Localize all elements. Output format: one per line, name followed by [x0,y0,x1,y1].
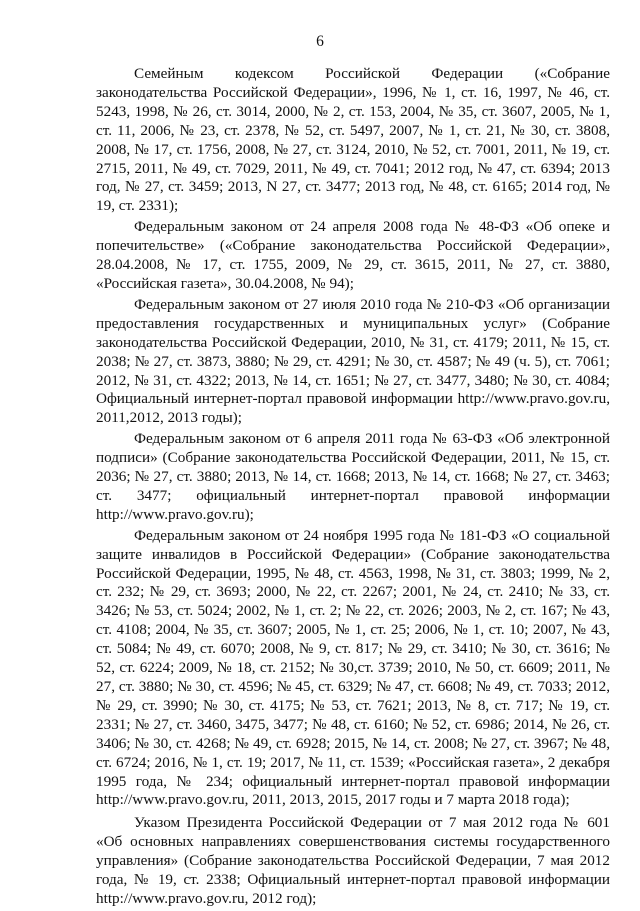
paragraph-guardianship-law: Федеральным законом от 24 апреля 2008 года № 48-ФЗ «Об опеке и попечительстве» («Собрание законодательства Российской Федерации», 28.04.2008, № 17, ст. 1755, 2009, № 29, ст. 3615, 2011, № 27, ст. 3880, «Российская газета», 30.04.2008, № 94); [96,218,610,292]
paragraph-presidential-decree: Указом Президента Российской Федерации от 7 мая 2012 года № 601 «Об основных направлениях совершенствования системы государственного управления» (Собрание законодательства Российской Федерации, 7 мая 2012 года, № 19, ст. 2338; Официальный интернет-портал правовой информации http://www.pravo.gov.ru, 2012 год); [96,814,610,907]
document-body [96,65,610,911]
paragraph-disabled-protection-law: Федеральным законом от 24 ноября 1995 года № 181-ФЗ «О социальной защите инвалидов в Российской Федерации» (Собрание законодательства Российской Федерации, 1995, № 48, ст. 4563, 1998, № 31, ст. 3803; 1999, № 2, ст. 232; № 29, ст. 3693; 2000, № 22, ст. 2267; 2001, № 24, ст. 2410; № 33, ст. 3426; № 53, ст. 5024; 2002, № 1, ст. 2; № 22, ст. 2026; 2003, № 2, ст. 167; № 43, ст. 4108; 2004, № 35, ст. 3607; 2005, № 1, ст. 25; 2006, № 1, ст. 10; 2007, № 43, ст. 5084; № 49, ст. 6070; 2008, № 9, ст. 817; № 29, ст. 3410; № 30, ст. 3616; № 52, ст. 6224; 2009, № 18, ст. 2152; № 30,ст. 3739; 2010, № 50, ст. 6609; 2011, № 27, ст. 3880; № 30, ст. 4596; № 45, ст. 6329; № 47, ст. 6608; № 49, ст. 7033; 2012, № 29, ст. 3990; № 30, ст. 4175; № 53, ст. 7621; 2013, № 8, ст. 717; № 19, ст. 2331; № 27, ст. 3460, 3475, 3477; № 48, ст. 6160; № 52, ст. 6986; 2014, № 26, ст. 3406; № 30, ст. 4268; № 49, ст. 6928; 2015, № 14, ст. 2008; № 27, ст. 3967; № 48, ст. 6724; 2016, № 1, ст. 19; 2017, № 11, ст. 1539; «Российская газета», 2 декабря 1995 года, № 234; официальный интернет-портал правовой информации http://www.pravo.gov.ru, 2011, 2013, 2015, 2017 годы и 7 марта 2018 года); [96,526,610,809]
page-number: 6 [316,33,324,50]
paragraph-electronic-signature-law: Федеральным законом от 6 апреля 2011 года № 63-ФЗ «Об электронной подписи» (Собрание законодательства Российской Федерации, 2011, № 15, ст. 2036; № 27, ст. 3880; 2013, № 14, ст. 1668; 2013, № 14, ст. 1668; № 27, ст. 3463; ст. 3477; официальный интернет-портал правовой информации http://www.pravo.gov.ru); [96,430,610,523]
paragraph-family-code: Семейным кодексом Российской Федерации («Собрание законодательства Российской Федерации», 1996, № 1, ст. 16, 1997, № 46, ст. 5243, 1998, № 26, ст. 3014, 2000, № 2, ст. 153, 2004, № 35, ст. 3607, 2005, № 1, ст. 11, 2006, № 23, ст. 2378, № 52, ст. 5497, 2007, № 1, ст. 21, № 30, ст. 3808, 2008, № 17, ст. 1756, 2008, № 27, ст. 3124, 2010, № 52, ст. 7001, 2011, № 19, ст. 2715, 2011, № 49, ст. 7029, 2011, № 49, ст. 7041; 2012 год, № 47, ст. 6394; 2013 год, № 27, ст. 3459; 2013, N 27, ст. 3477; 2013 год, № 48, ст. 6165; 2014 год, № 19, ст. 2331); [96,65,610,215]
paragraph-public-services-law: Федеральным законом от 27 июля 2010 года № 210-ФЗ «Об организации предоставления государственных и муниципальных услуг» (Собрание законодательства Российской Федерации, 2010, № 31, ст. 4179; 2011, № 15, ст. 2038; № 27, ст. 3873, 3880; № 29, ст. 4291; № 30, ст. 4587; № 49 (ч. 5), ст. 7061; 2012, № 31, ст. 4322; 2013, № 14, ст. 1651; № 27, ст. 3477, 3480; № 30, ст. 4084; Официальный интернет-портал правовой информации http://www.pravo.gov.ru, 2011,2012, 2013 годы); [96,295,610,427]
